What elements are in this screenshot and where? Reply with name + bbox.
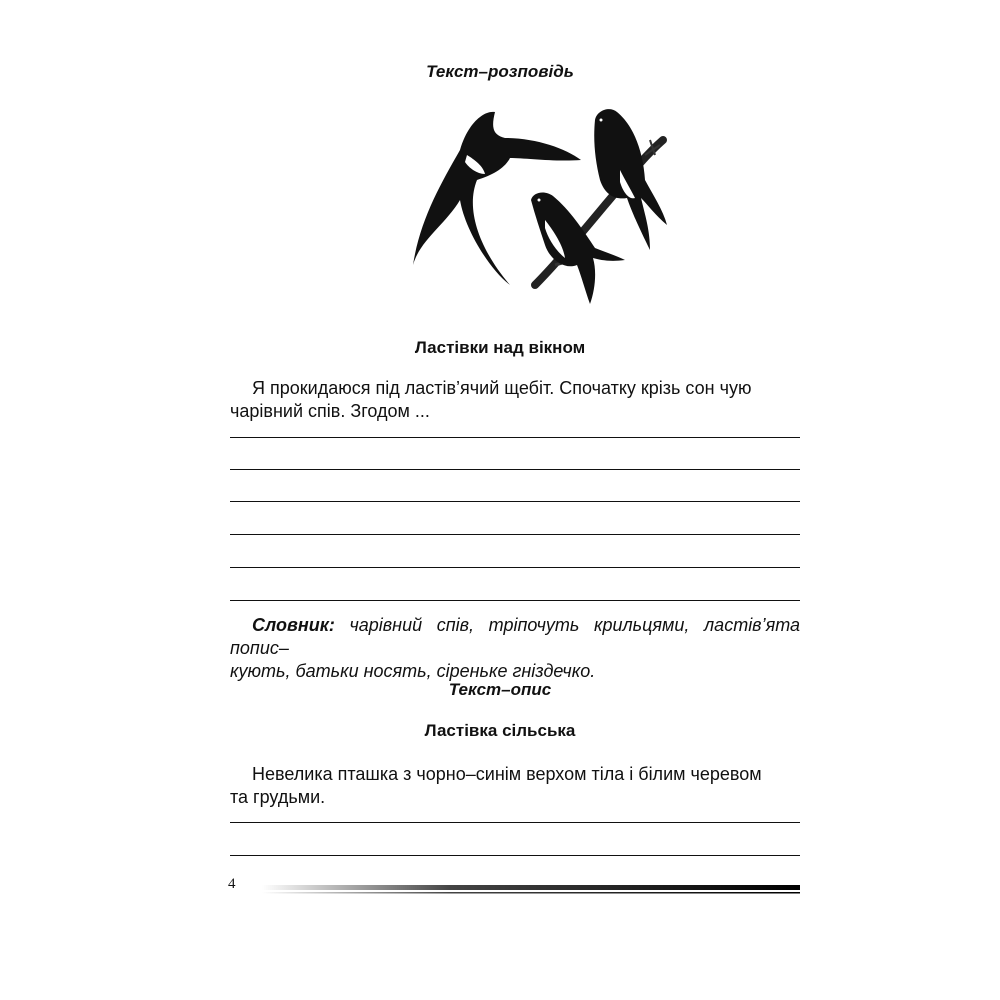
- writing-line: [230, 855, 800, 856]
- dictionary-block: [230, 614, 800, 683]
- dictionary-line1: чарівний спів, тріпочуть крильцями, ластів’ята попис–: [230, 615, 800, 658]
- story-title: Ластівки над вікном: [414, 338, 586, 357]
- writing-line: [230, 822, 800, 823]
- story-paragraph-line1: Я прокидаюся під ластів’ячий щебіт. Спочатку крізь сон чую: [252, 378, 752, 398]
- story-paragraph-line2: чарівний спів. Згодом ...: [230, 401, 430, 421]
- writing-line: [230, 501, 800, 502]
- footer-rule: [262, 885, 800, 895]
- section-heading-story: Текст–розповідь: [426, 62, 574, 81]
- description-paragraph-line1: Невелика пташка з чорно–синім верхом тіла і білим черевом: [252, 764, 762, 784]
- description-title: Ластівка сільська: [424, 721, 576, 740]
- swallows-illustration: [405, 100, 675, 305]
- writing-line: [230, 600, 800, 601]
- dictionary-line2: кують, батьки носять, сіреньке гніздечко.: [230, 661, 596, 681]
- perched-swallow-top: [594, 109, 667, 250]
- description-paragraph: [230, 763, 800, 809]
- section-heading-description: Текст–опис: [448, 680, 552, 699]
- writing-line: [230, 534, 800, 535]
- story-paragraph: [230, 377, 800, 423]
- page-number: 4: [228, 876, 236, 892]
- perched-swallow-bottom: [531, 193, 625, 304]
- description-paragraph-line2: та грудьми.: [230, 787, 326, 807]
- writing-line: [230, 437, 800, 438]
- writing-line: [230, 567, 800, 568]
- writing-line: [230, 469, 800, 470]
- dictionary-label: Словник:: [252, 615, 335, 635]
